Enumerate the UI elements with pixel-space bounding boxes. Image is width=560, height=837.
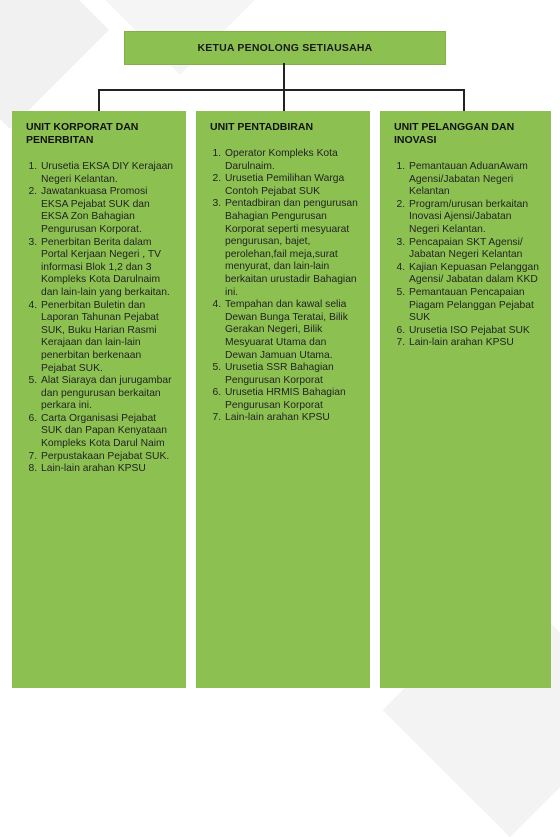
unit-title: UNIT KORPORAT DAN PENERBITAN [26,121,139,146]
list-item: 7. Perpustakaan Pejabat SUK. [40,451,176,464]
unit-item-list [392,161,541,350]
list-item: 2. Jawatankuasa Promosi EKSA Pejabat SUK dan EKSA Zon Bahagian Pengurusan Korporat. [40,186,176,236]
unit-box-pelanggan-inovasi [380,111,551,688]
connector-horizontal [98,89,465,91]
unit-title: UNIT PENTADBIRAN [210,121,314,133]
list-item: 3. Pentadbiran dan pengurusan Bahagian Pengurusan Korporat seperti mesyuarat pengurusan, bajet, perolehan,fail meja,surat menyurat, dan lain-lain berkaitan urustadir Bahagian ini. [224,198,360,299]
list-item: 6. Urusetia HRMIS Bahagian Pengurusan Korporat [224,387,360,412]
background-shape [0,0,109,129]
list-item: 3. Penerbitan Berita dalam Portal Kerjaan Negeri , TV informasi Blok 1,2 dan 3 Kompleks Kota Darulnaim dan lain-lain yang berkaitan. [40,237,176,300]
list-item: 6. Carta Organisasi Pejabat SUK dan Papan Kenyataan Kompleks Kota Darul Naim [40,413,176,451]
list-item: 4. Penerbitan Buletin dan Laporan Tahunan Pejabat SUK, Buku Harian Rasmi Kerajaan dan lain-lain penerbitan berkenaan Pejabat SUK. [40,300,176,376]
list-item: 1. Operator Kompleks Kota Darulnaim. [224,148,360,173]
list-item: 4. Tempahan dan kawal selia Dewan Bunga Teratai, Bilik Gerakan Negeri, Bilik Mesyuarat Utama dan Dewan Jamuan Utama. [224,299,360,362]
list-item: 8. Lain-lain arahan KPSU [40,463,176,476]
unit-title: UNIT PELANGGAN DAN INOVASI [394,121,515,146]
list-item: 7. Lain-lain arahan KPSU [224,412,360,425]
list-item: 5. Alat Siaraya dan jurugambar dan pengurusan berkaitan perkara ini. [40,375,176,413]
unit-box-pentadbiran [196,111,370,688]
connector-drop-middle [283,89,285,111]
list-item: 2. Urusetia Pemilihan Warga Contoh Pejabat SUK [224,173,360,198]
top-node-label: KETUA PENOLONG SETIAUSAHA [197,42,373,54]
list-item: 4. Kajian Kepuasan Pelanggan Agensi/ Jabatan dalam KKD [408,262,541,287]
list-item: 6. Urusetia ISO Pejabat SUK [408,325,541,338]
list-item: 5. Urusetia SSR Bahagian Pengurusan Korporat [224,362,360,387]
connector-drop-left [98,89,100,111]
connector-drop-right [463,89,465,111]
list-item: 5. Pemantauan Pencapaian Piagam Pelanggan Pejabat SUK [408,287,541,325]
list-item: 1. Urusetia EKSA DIY Kerajaan Negeri Kelantan. [40,161,176,186]
list-item: 3. Pencapaian SKT Agensi/ Jabatan Negeri Kelantan [408,237,541,262]
connector-vertical-top [283,63,285,90]
unit-item-list [24,161,176,476]
list-item: 2. Program/urusan berkaitan Inovasi Ajensi/Jabatan Negeri Kelantan. [408,199,541,237]
list-item: 7. Lain-lain arahan KPSU [408,337,541,350]
list-item: 1. Pemantauan AduanAwam Agensi/Jabatan Negeri Kelantan [408,161,541,199]
top-node-ketua-penolong-setiausaha [124,31,446,65]
unit-item-list [208,148,360,425]
unit-box-korporat-penerbitan [12,111,186,688]
